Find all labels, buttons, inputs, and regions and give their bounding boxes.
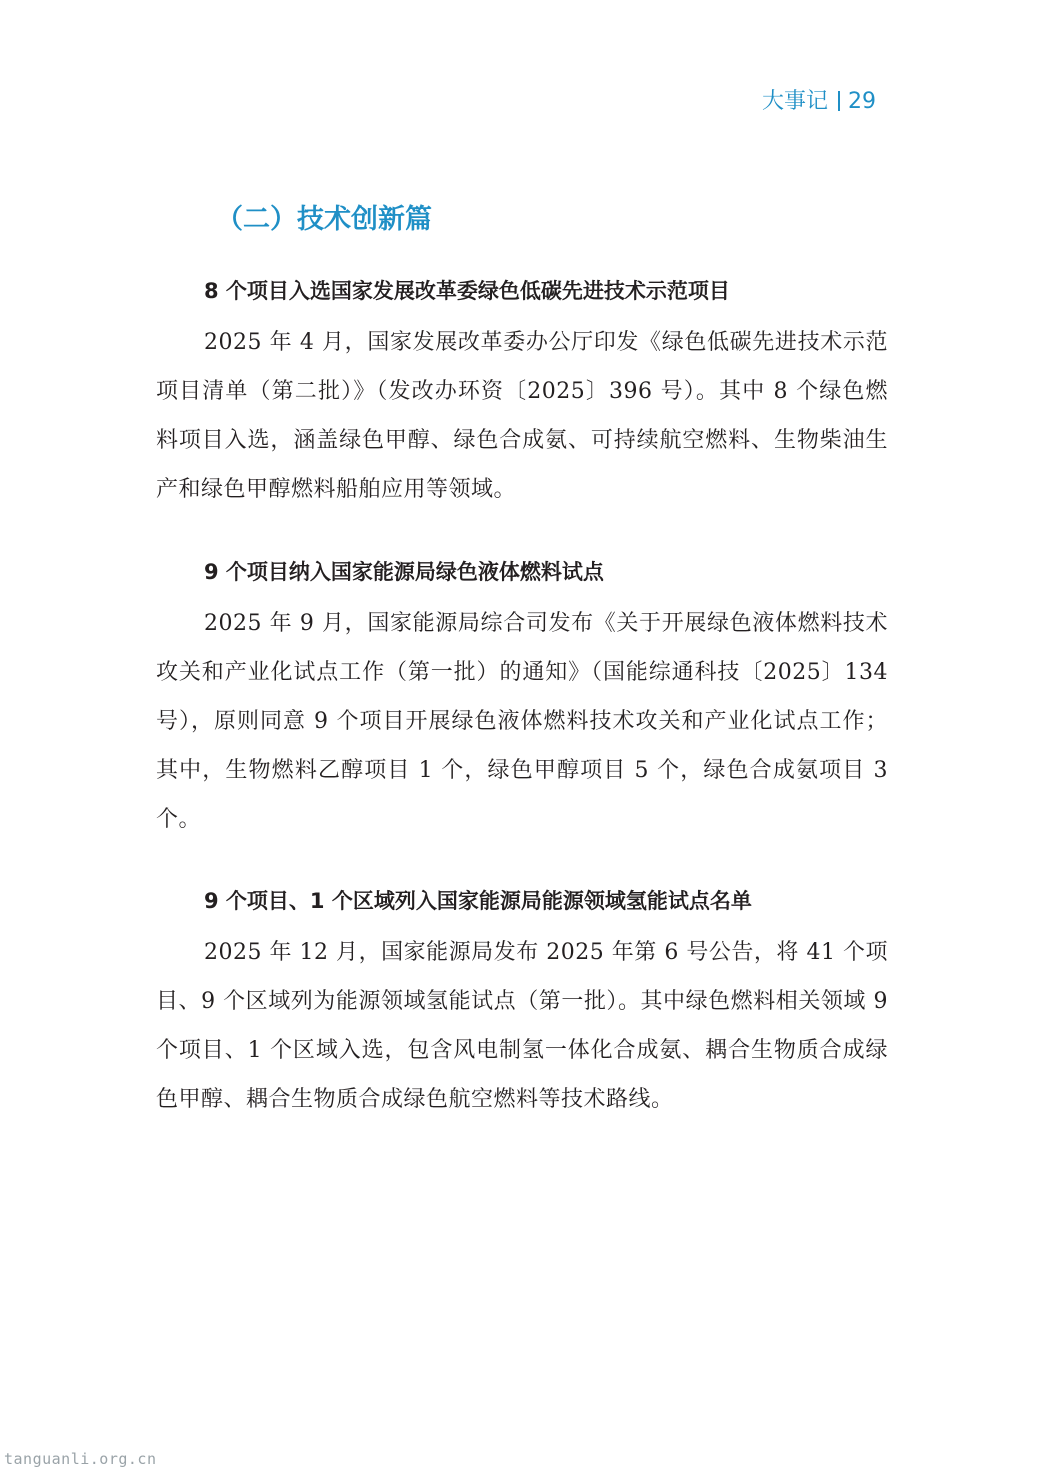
site-watermark: tanguanli.org.cn xyxy=(4,1450,157,1468)
section-title: 8 个项目入选国家发展改革委绿色低碳先进技术示范项目 xyxy=(204,279,730,303)
running-header-section: 大事记 xyxy=(761,89,828,114)
section-green-lowcarbon-demo xyxy=(156,275,888,514)
running-header xyxy=(700,86,876,118)
section-body: 2025 年 4 月，国家发展改革委办公厅印发《绿色低碳先进技术示范项目清单（第二批）》（发改办环资〔2025〕396 号）。其中 8 个绿色燃料项目入选，涵盖绿色甲醇、绿色合成氨、可持续航空燃料、生物柴油生产和绿色甲醇燃料船舶应用等领域。 xyxy=(156,330,888,502)
header-divider xyxy=(838,91,840,111)
section-green-liquid-fuel-pilot xyxy=(156,556,888,844)
section-hydrogen-pilot xyxy=(156,885,888,1124)
section-body: 2025 年 9 月，国家能源局综合司发布《关于开展绿色液体燃料技术攻关和产业化试点工作（第一批）的通知》（国能综通科技〔2025〕134 号），原则同意 9 个项目开展绿色液体燃料技术攻关和产业化试点工作；其中，生物燃料乙醇项目 1 个，绿色甲醇项目 5 个，绿色合成氨项目 3 个。 xyxy=(156,611,888,832)
section-body: 2025 年 12 月，国家能源局发布 2025 年第 6 号公告，将 41 个项目、9 个区域列为能源领域氢能试点（第一批）。其中绿色燃料相关领域 9 个项目、1 个区域入选，包含风电制氢一体化合成氨、耦合生物质合成绿色甲醇、耦合生物质合成绿色航空燃料等技术路线。 xyxy=(156,940,888,1112)
section-title: 9 个项目纳入国家能源局绿色液体燃料试点 xyxy=(204,560,604,584)
chapter-title: （二）技术创新篇 xyxy=(216,204,432,235)
section-title: 9 个项目、1 个区域列入国家能源局能源领域氢能试点名单 xyxy=(204,889,752,913)
page-number: 29 xyxy=(848,89,876,114)
